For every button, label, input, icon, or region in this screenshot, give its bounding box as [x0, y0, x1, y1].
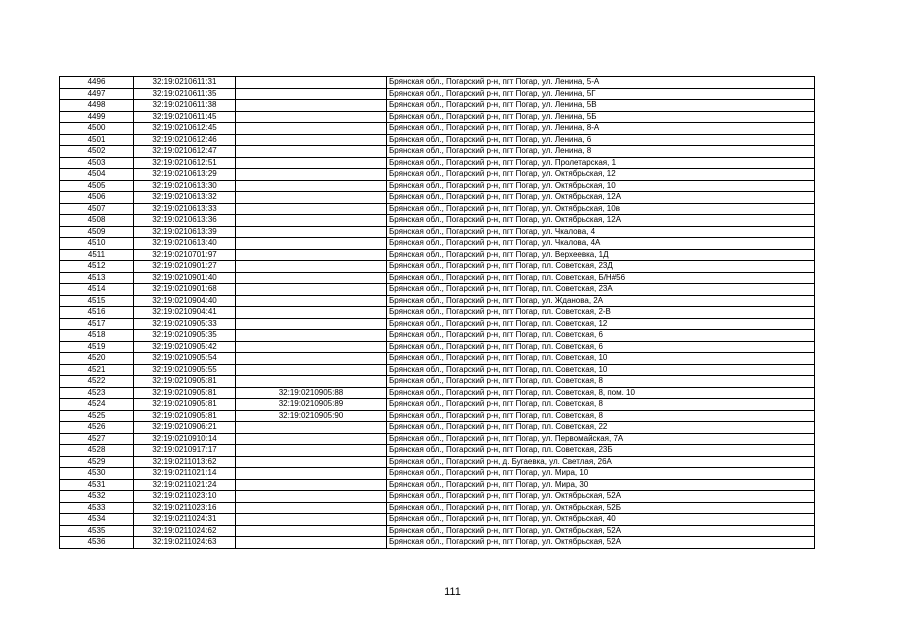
parent-cadastral-number-cell	[236, 77, 387, 89]
cadastral-number-cell: 32:19:0210612:47	[134, 146, 236, 158]
row-number-cell: 4512	[60, 261, 134, 273]
registry-table-body	[60, 77, 815, 549]
cadastral-number-cell: 32:19:0210612:45	[134, 123, 236, 135]
table-row	[60, 157, 815, 169]
table-row	[60, 479, 815, 491]
parent-cadastral-number-cell	[236, 134, 387, 146]
row-number-cell: 4506	[60, 192, 134, 204]
table-row	[60, 238, 815, 250]
table-row	[60, 318, 815, 330]
cadastral-number-cell: 32:19:0211013:62	[134, 456, 236, 468]
parent-cadastral-number-cell	[236, 318, 387, 330]
row-number-cell: 4507	[60, 203, 134, 215]
table-row	[60, 261, 815, 273]
address-cell: Брянская обл., Погарский р-н, пгт Погар, ул. Ленина, 6	[387, 134, 815, 146]
table-row	[60, 295, 815, 307]
cadastral-number-cell: 32:19:0210611:35	[134, 88, 236, 100]
row-number-cell: 4523	[60, 387, 134, 399]
row-number-cell: 4505	[60, 180, 134, 192]
parent-cadastral-number-cell	[236, 468, 387, 480]
table-row	[60, 422, 815, 434]
address-cell: Брянская обл., Погарский р-н, пгт Погар, пл. Советская, 6	[387, 341, 815, 353]
cadastral-number-cell: 32:19:0211021:14	[134, 468, 236, 480]
parent-cadastral-number-cell	[236, 169, 387, 181]
address-cell: Брянская обл., Погарский р-н, пгт Погар, пл. Советская, 8	[387, 376, 815, 388]
table-row	[60, 100, 815, 112]
address-cell: Брянская обл., Погарский р-н, пгт Погар, пл. Советская, Б/Н#56	[387, 272, 815, 284]
row-number-cell: 4497	[60, 88, 134, 100]
row-number-cell: 4522	[60, 376, 134, 388]
parent-cadastral-number-cell	[236, 272, 387, 284]
parent-cadastral-number-cell: 32:19:0210905:88	[236, 387, 387, 399]
parent-cadastral-number-cell	[236, 376, 387, 388]
table-row	[60, 134, 815, 146]
address-cell: Брянская обл., Погарский р-н, пгт Погар, ул. Октябрьская, 10	[387, 180, 815, 192]
address-cell: Брянская обл., Погарский р-н, пгт Погар, ул. Октябрьская, 12А	[387, 215, 815, 227]
parent-cadastral-number-cell	[236, 330, 387, 342]
cadastral-number-cell: 32:19:0210611:31	[134, 77, 236, 89]
parent-cadastral-number-cell	[236, 295, 387, 307]
cadastral-number-cell: 32:19:0210613:33	[134, 203, 236, 215]
row-number-cell: 4510	[60, 238, 134, 250]
address-cell: Брянская обл., Погарский р-н, пгт Погар, ул. Ленина, 5-А	[387, 77, 815, 89]
cadastral-number-cell: 32:19:0210905:81	[134, 410, 236, 422]
table-row	[60, 399, 815, 411]
row-number-cell: 4496	[60, 77, 134, 89]
cadastral-number-cell: 32:19:0210612:51	[134, 157, 236, 169]
table-row	[60, 192, 815, 204]
row-number-cell: 4536	[60, 537, 134, 549]
cadastral-number-cell: 32:19:0210904:40	[134, 295, 236, 307]
row-number-cell: 4535	[60, 525, 134, 537]
table-row	[60, 330, 815, 342]
cadastral-number-cell: 32:19:0210613:39	[134, 226, 236, 238]
address-cell: Брянская обл., Погарский р-н, пгт Погар, ул. Ленина, 5Б	[387, 111, 815, 123]
row-number-cell: 4515	[60, 295, 134, 307]
cadastral-number-cell: 32:19:0211023:10	[134, 491, 236, 503]
parent-cadastral-number-cell	[236, 537, 387, 549]
cadastral-number-cell: 32:19:0210613:36	[134, 215, 236, 227]
address-cell: Брянская обл., Погарский р-н, пгт Погар, ул. Октябрьская, 10в	[387, 203, 815, 215]
address-cell: Брянская обл., Погарский р-н, пгт Погар, ул. Пролетарская, 1	[387, 157, 815, 169]
page-number: 111	[444, 586, 461, 598]
table-row	[60, 410, 815, 422]
address-cell: Брянская обл., Погарский р-н, пгт Погар, пл. Советская, 8, пом. 10	[387, 387, 815, 399]
row-number-cell: 4519	[60, 341, 134, 353]
table-row	[60, 376, 815, 388]
table-row	[60, 307, 815, 319]
row-number-cell: 4529	[60, 456, 134, 468]
address-cell: Брянская обл., Погарский р-н, пгт Погар, пл. Советская, 10	[387, 364, 815, 376]
cadastral-number-cell: 32:19:0211023:16	[134, 502, 236, 514]
row-number-cell: 4534	[60, 514, 134, 526]
address-cell: Брянская обл., Погарский р-н, пгт Погар, пл. Советская, 12	[387, 318, 815, 330]
row-number-cell: 4520	[60, 353, 134, 365]
row-number-cell: 4513	[60, 272, 134, 284]
address-cell: Брянская обл., Погарский р-н, пгт Погар, ул. Верхеевка, 1Д	[387, 249, 815, 261]
parent-cadastral-number-cell	[236, 146, 387, 158]
row-number-cell: 4517	[60, 318, 134, 330]
address-cell: Брянская обл., Погарский р-н, пгт Погар, ул. Октябрьская, 52А	[387, 525, 815, 537]
address-cell: Брянская обл., Погарский р-н, пгт Погар, пл. Советская, 10	[387, 353, 815, 365]
row-number-cell: 4527	[60, 433, 134, 445]
table-row	[60, 88, 815, 100]
cadastral-number-cell: 32:19:0210611:45	[134, 111, 236, 123]
cadastral-number-cell: 32:19:0210901:40	[134, 272, 236, 284]
parent-cadastral-number-cell: 32:19:0210905:89	[236, 399, 387, 411]
row-number-cell: 4532	[60, 491, 134, 503]
table-row	[60, 433, 815, 445]
address-cell: Брянская обл., Погарский р-н, пгт Погар, пл. Советская, 8	[387, 410, 815, 422]
row-number-cell: 4526	[60, 422, 134, 434]
table-row	[60, 77, 815, 89]
parent-cadastral-number-cell	[236, 238, 387, 250]
row-number-cell: 4516	[60, 307, 134, 319]
cadastral-number-cell: 32:19:0210905:55	[134, 364, 236, 376]
address-cell: Брянская обл., Погарский р-н, пгт Погар, ул. Ленина, 5В	[387, 100, 815, 112]
parent-cadastral-number-cell	[236, 364, 387, 376]
table-row	[60, 215, 815, 227]
table-row	[60, 226, 815, 238]
parent-cadastral-number-cell	[236, 180, 387, 192]
row-number-cell: 4528	[60, 445, 134, 457]
parent-cadastral-number-cell	[236, 100, 387, 112]
row-number-cell: 4530	[60, 468, 134, 480]
parent-cadastral-number-cell	[236, 479, 387, 491]
parent-cadastral-number-cell	[236, 456, 387, 468]
table-row	[60, 456, 815, 468]
cadastral-number-cell: 32:19:0211024:31	[134, 514, 236, 526]
row-number-cell: 4518	[60, 330, 134, 342]
address-cell: Брянская обл., Погарский р-н, пгт Погар, ул. Ленина, 5Г	[387, 88, 815, 100]
row-number-cell: 4499	[60, 111, 134, 123]
cadastral-number-cell: 32:19:0210905:54	[134, 353, 236, 365]
address-cell: Брянская обл., Погарский р-н, пгт Погар, ул. Мира, 30	[387, 479, 815, 491]
table-row	[60, 364, 815, 376]
cadastral-number-cell: 32:19:0211021:24	[134, 479, 236, 491]
row-number-cell: 4504	[60, 169, 134, 181]
parent-cadastral-number-cell	[236, 433, 387, 445]
address-cell: Брянская обл., Погарский р-н, пгт Погар, пл. Советская, 6	[387, 330, 815, 342]
row-number-cell: 4525	[60, 410, 134, 422]
cadastral-number-cell: 32:19:0210613:30	[134, 180, 236, 192]
cadastral-number-cell: 32:19:0210905:33	[134, 318, 236, 330]
table-row	[60, 353, 815, 365]
row-number-cell: 4524	[60, 399, 134, 411]
address-cell: Брянская обл., Погарский р-н, пгт Погар, ул. Первомайская, 7А	[387, 433, 815, 445]
parent-cadastral-number-cell	[236, 215, 387, 227]
cadastral-number-cell: 32:19:0210906:21	[134, 422, 236, 434]
table-row	[60, 468, 815, 480]
table-row	[60, 491, 815, 503]
row-number-cell: 4533	[60, 502, 134, 514]
table-row	[60, 525, 815, 537]
parent-cadastral-number-cell	[236, 307, 387, 319]
row-number-cell: 4521	[60, 364, 134, 376]
address-cell: Брянская обл., Погарский р-н, пгт Погар, пл. Советская, 23А	[387, 284, 815, 296]
cadastral-number-cell: 32:19:0210901:68	[134, 284, 236, 296]
parent-cadastral-number-cell: 32:19:0210905:90	[236, 410, 387, 422]
table-row	[60, 387, 815, 399]
row-number-cell: 4501	[60, 134, 134, 146]
address-cell: Брянская обл., Погарский р-н, пгт Погар, ул. Октябрьская, 52А	[387, 491, 815, 503]
cadastral-number-cell: 32:19:0210917:17	[134, 445, 236, 457]
cadastral-number-cell: 32:19:0211024:62	[134, 525, 236, 537]
parent-cadastral-number-cell	[236, 261, 387, 273]
parent-cadastral-number-cell	[236, 353, 387, 365]
parent-cadastral-number-cell	[236, 525, 387, 537]
parent-cadastral-number-cell	[236, 203, 387, 215]
cadastral-number-cell: 32:19:0210901:27	[134, 261, 236, 273]
table-row	[60, 123, 815, 135]
row-number-cell: 4498	[60, 100, 134, 112]
table-row	[60, 249, 815, 261]
cadastral-number-cell: 32:19:0210905:42	[134, 341, 236, 353]
row-number-cell: 4508	[60, 215, 134, 227]
cadastral-number-cell: 32:19:0210613:29	[134, 169, 236, 181]
cadastral-number-cell: 32:19:0210611:38	[134, 100, 236, 112]
address-cell: Брянская обл., Погарский р-н, пгт Погар, пл. Советская, 23Б	[387, 445, 815, 457]
parent-cadastral-number-cell	[236, 249, 387, 261]
cadastral-number-cell: 32:19:0211024:63	[134, 537, 236, 549]
table-row	[60, 445, 815, 457]
address-cell: Брянская обл., Погарский р-н, пгт Погар, ул. Мира, 10	[387, 468, 815, 480]
address-cell: Брянская обл., Погарский р-н, пгт Погар, ул. Чкалова, 4	[387, 226, 815, 238]
address-cell: Брянская обл., Погарский р-н, пгт Погар, ул. Жданова, 2А	[387, 295, 815, 307]
cadastral-number-cell: 32:19:0210905:81	[134, 387, 236, 399]
address-cell: Брянская обл., Погарский р-н, пгт Погар, пл. Советская, 2-В	[387, 307, 815, 319]
parent-cadastral-number-cell	[236, 111, 387, 123]
table-row	[60, 146, 815, 158]
table-row	[60, 502, 815, 514]
table-row	[60, 284, 815, 296]
parent-cadastral-number-cell	[236, 502, 387, 514]
address-cell: Брянская обл., Погарский р-н, пгт Погар, ул. Октябрьская, 12	[387, 169, 815, 181]
cadastral-number-cell: 32:19:0210701:97	[134, 249, 236, 261]
table-row	[60, 272, 815, 284]
address-cell: Брянская обл., Погарский р-н, пгт Погар, ул. Октябрьская, 52А	[387, 537, 815, 549]
table-row	[60, 180, 815, 192]
parent-cadastral-number-cell	[236, 123, 387, 135]
address-cell: Брянская обл., Погарский р-н, пгт Погар, пл. Советская, 8	[387, 399, 815, 411]
table-row	[60, 203, 815, 215]
parent-cadastral-number-cell	[236, 284, 387, 296]
address-cell: Брянская обл., Погарский р-н, пгт Погар, ул. Ленина, 8	[387, 146, 815, 158]
row-number-cell: 4509	[60, 226, 134, 238]
cadastral-number-cell: 32:19:0210613:40	[134, 238, 236, 250]
address-cell: Брянская обл., Погарский р-н, д. Бугаевка, ул. Светлая, 26А	[387, 456, 815, 468]
cadastral-number-cell: 32:19:0210612:46	[134, 134, 236, 146]
address-cell: Брянская обл., Погарский р-н, пгт Погар, пл. Советская, 22	[387, 422, 815, 434]
table-row	[60, 514, 815, 526]
parent-cadastral-number-cell	[236, 157, 387, 169]
row-number-cell: 4531	[60, 479, 134, 491]
parent-cadastral-number-cell	[236, 445, 387, 457]
parent-cadastral-number-cell	[236, 491, 387, 503]
row-number-cell: 4500	[60, 123, 134, 135]
parent-cadastral-number-cell	[236, 226, 387, 238]
table-row	[60, 341, 815, 353]
row-number-cell: 4503	[60, 157, 134, 169]
parent-cadastral-number-cell	[236, 422, 387, 434]
property-registry-table	[59, 76, 815, 549]
table-row	[60, 111, 815, 123]
cadastral-number-cell: 32:19:0210905:35	[134, 330, 236, 342]
row-number-cell: 4511	[60, 249, 134, 261]
row-number-cell: 4514	[60, 284, 134, 296]
cadastral-number-cell: 32:19:0210905:81	[134, 399, 236, 411]
cadastral-number-cell: 32:19:0210910:14	[134, 433, 236, 445]
address-cell: Брянская обл., Погарский р-н, пгт Погар, ул. Октябрьская, 12А	[387, 192, 815, 204]
cadastral-number-cell: 32:19:0210905:81	[134, 376, 236, 388]
parent-cadastral-number-cell	[236, 514, 387, 526]
parent-cadastral-number-cell	[236, 192, 387, 204]
cadastral-number-cell: 32:19:0210613:32	[134, 192, 236, 204]
address-cell: Брянская обл., Погарский р-н, пгт Погар, ул. Ленина, 8-А	[387, 123, 815, 135]
address-cell: Брянская обл., Погарский р-н, пгт Погар, ул. Чкалова, 4А	[387, 238, 815, 250]
address-cell: Брянская обл., Погарский р-н, пгт Погар, пл. Советская, 23Д	[387, 261, 815, 273]
table-row	[60, 537, 815, 549]
address-cell: Брянская обл., Погарский р-н, пгт Погар, ул. Октябрьская, 40	[387, 514, 815, 526]
parent-cadastral-number-cell	[236, 88, 387, 100]
row-number-cell: 4502	[60, 146, 134, 158]
table-row	[60, 169, 815, 181]
cadastral-number-cell: 32:19:0210904:41	[134, 307, 236, 319]
address-cell: Брянская обл., Погарский р-н, пгт Погар, ул. Октябрьская, 52Б	[387, 502, 815, 514]
parent-cadastral-number-cell	[236, 341, 387, 353]
